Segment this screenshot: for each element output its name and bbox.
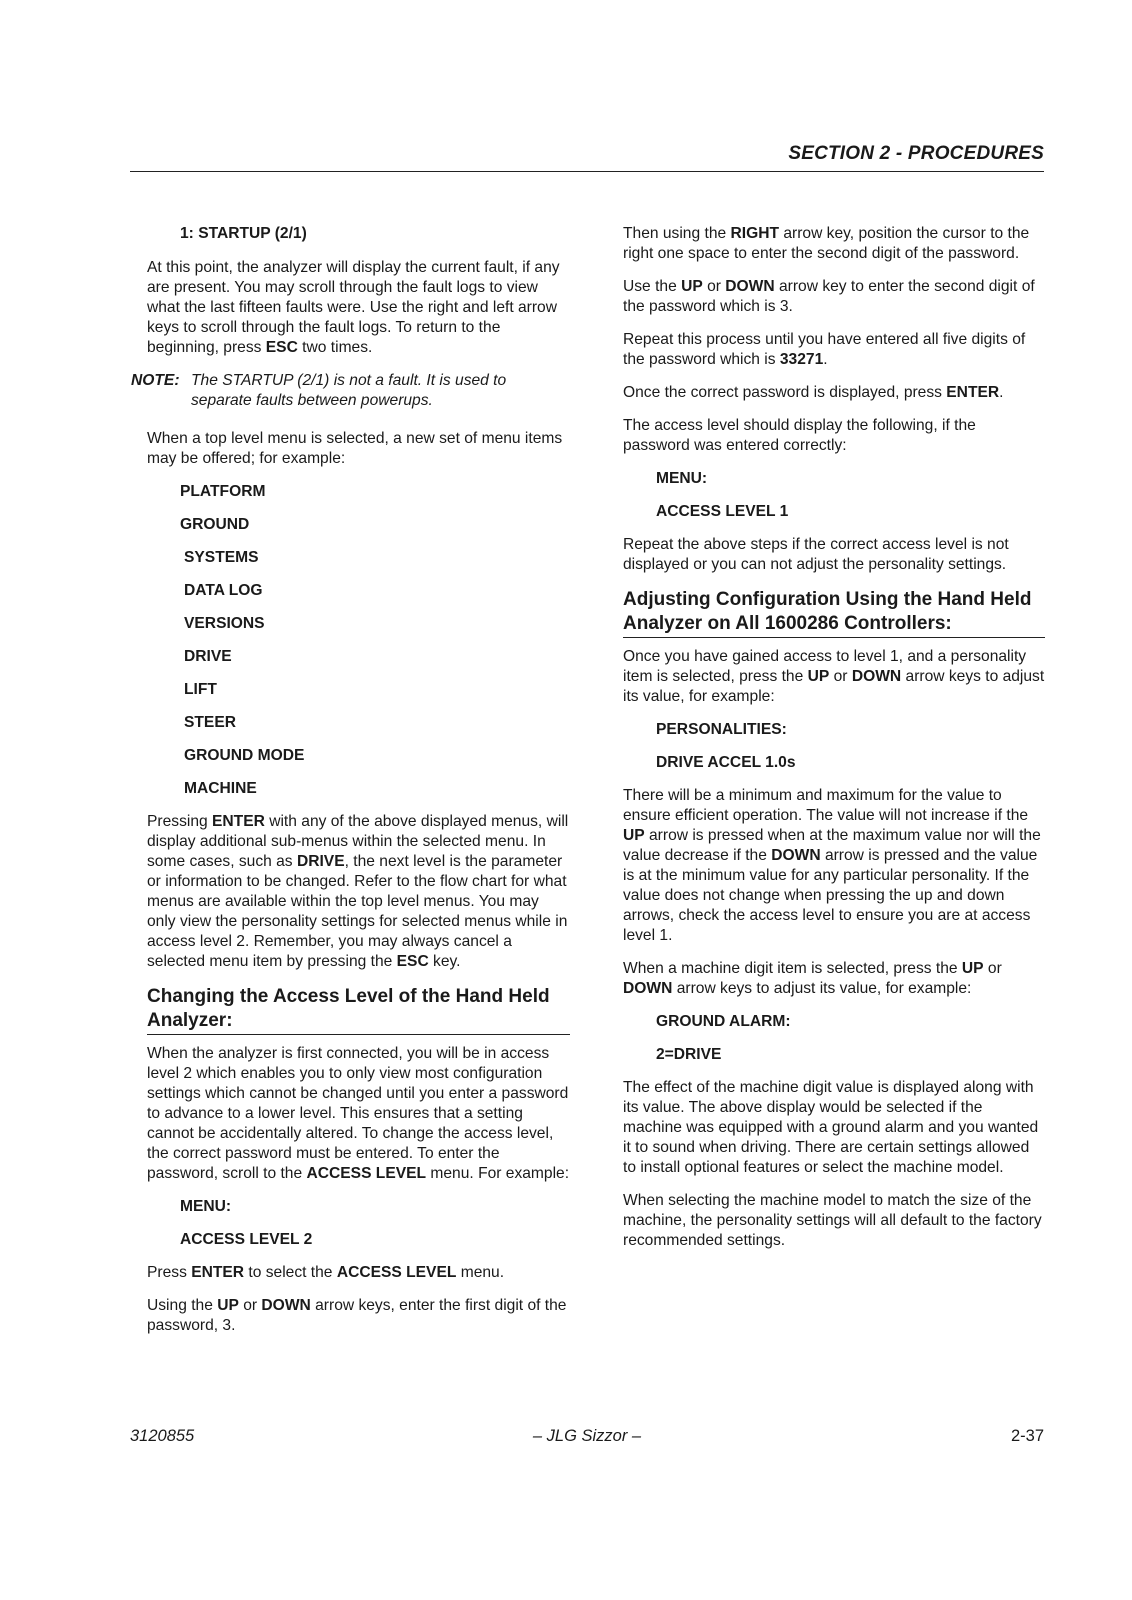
access-level-1-label: ACCESS LEVEL 1 bbox=[656, 503, 789, 520]
access-level-2-label: ACCESS LEVEL 2 bbox=[180, 1231, 313, 1248]
footer-page-number: 2-37 bbox=[1010, 1427, 1044, 1445]
menu-item-machine: MACHINE bbox=[184, 780, 257, 797]
drive-value-label: 2=DRIVE bbox=[656, 1046, 722, 1063]
menu-item-drive: DRIVE bbox=[184, 648, 232, 665]
first-digit-paragraph: Using the UP or DOWN arrow keys, enter the first digit of the password, 3. bbox=[147, 1297, 567, 1334]
repeat-digits-paragraph: Repeat this process until you have entered all five digits of the password which is 33271. bbox=[623, 331, 1026, 368]
note-text: The STARTUP (2/1) is not a fault. It is used to separate faults between powerups. bbox=[191, 372, 507, 409]
press-enter-paragraph: Press ENTER to select the ACCESS LEVEL menu. bbox=[147, 1264, 505, 1281]
right-arrow-paragraph: Then using the RIGHT arrow key, position the cursor to the right one space to enter the second digit of the password. bbox=[623, 225, 1030, 262]
adjusting-configuration-heading: Adjusting Configuration Using the Hand Held Analyzer on All 1600286 Controllers: bbox=[623, 588, 1045, 638]
footer-title: – JLG Sizzor – bbox=[532, 1427, 642, 1445]
machine-digit-paragraph: When a machine digit item is selected, press the UP or DOWN arrow keys to adjust its value, for example: bbox=[623, 960, 1002, 997]
menu-intro-paragraph: When a top level menu is selected, a new set of menu items may be offered; for example: bbox=[147, 430, 563, 467]
machine-model-paragraph: When selecting the machine model to match the size of the machine, the personality settings will all default to the factory recommended settings. bbox=[623, 1192, 1042, 1249]
ground-alarm-label: GROUND ALARM: bbox=[656, 1013, 791, 1030]
machine-digit-effect-paragraph: The effect of the machine digit value is displayed along with its value. The above display would be selected if the machine was equipped with a ground alarm and you wanted it to sound when driving. There are certain settings allowed to install optional features or select the machine model. bbox=[623, 1079, 1039, 1176]
menu-item-lift: LIFT bbox=[184, 681, 217, 698]
menu-item-versions: VERSIONS bbox=[184, 615, 265, 632]
footer-doc-number: 3120855 bbox=[130, 1427, 195, 1445]
access-display-paragraph: The access level should display the following, if the password was entered correctly: bbox=[623, 417, 976, 454]
access-intro-paragraph: When the analyzer is first connected, you will be in access level 2 which enables you to only view most configuration settings which cannot be changed until you enter a password to advance to a lower level. This ensures that a setting cannot be accidentally altered. To change the access level, the correct password must be entered. To enter the password, scroll to the ACCESS LEVEL menu. For example: bbox=[147, 1045, 570, 1182]
note-label: NOTE: bbox=[131, 372, 180, 389]
personality-paragraph: Once you have gained access to level 1, and a personality item is selected, press the UP or DOWN arrow keys to adjust its value, for example: bbox=[623, 648, 1045, 705]
startup-paragraph: At this point, the analyzer will display the current fault, if any are present. You may scroll through the fault logs to view what the last fifteen faults were. Use the right and left arrow keys to scroll through the fault logs. To return to the beginning, press ESC two times. bbox=[147, 259, 560, 356]
left-column bbox=[131, 224, 570, 1349]
menu-item-data-log: DATA LOG bbox=[184, 582, 263, 599]
menu-label: MENU: bbox=[180, 1198, 232, 1215]
menu-item-systems: SYSTEMS bbox=[184, 549, 259, 566]
repeat-steps-paragraph: Repeat the above steps if the correct access level is not displayed or you can not adjust the personality settings. bbox=[623, 536, 1009, 573]
menu-item-platform: PLATFORM bbox=[180, 483, 266, 500]
note bbox=[131, 371, 570, 411]
personalities-label: PERSONALITIES: bbox=[656, 721, 787, 738]
access-level-heading: Changing the Access Level of the Hand Held Analyzer: bbox=[147, 985, 570, 1035]
second-digit-paragraph: Use the UP or DOWN arrow key to enter the second digit of the password which is 3. bbox=[623, 278, 1035, 315]
menu-item-ground: GROUND bbox=[180, 516, 250, 533]
press-enter-paragraph: Once the correct password is displayed, press ENTER. bbox=[623, 384, 1004, 401]
section-title: SECTION 2 - PROCEDURES bbox=[788, 143, 1044, 164]
drive-accel-label: DRIVE ACCEL 1.0s bbox=[656, 754, 796, 771]
right-column bbox=[623, 224, 1045, 1264]
min-max-paragraph: There will be a minimum and maximum for the value to ensure efficient operation. The value will not increase if the UP arrow is pressed when at the maximum value nor will the value decrease if the DOWN arrow is pressed and the value is at the minimum value for any particular personality. If the value does not change when pressing the up and down arrows, check the access level to ensure you are at access level 1. bbox=[623, 787, 1041, 944]
menu-item-steer: STEER bbox=[184, 714, 236, 731]
enter-paragraph: Pressing ENTER with any of the above displayed menus, will display additional sub-menus within the selected menu. In some cases, such as DRIVE, the next level is the parameter or information to be changed. Refer to the flow chart for what menus are available within the top level menus. You may only view the personality settings for selected menus while in access level 2. Remember, you may always cancel a selected menu item by pressing the ESC key. bbox=[147, 813, 569, 970]
startup-label: 1: STARTUP (2/1) bbox=[180, 225, 307, 242]
menu-item-ground-mode: GROUND MODE bbox=[184, 747, 305, 764]
page-header bbox=[130, 143, 1044, 172]
menu-label: MENU: bbox=[656, 470, 708, 487]
